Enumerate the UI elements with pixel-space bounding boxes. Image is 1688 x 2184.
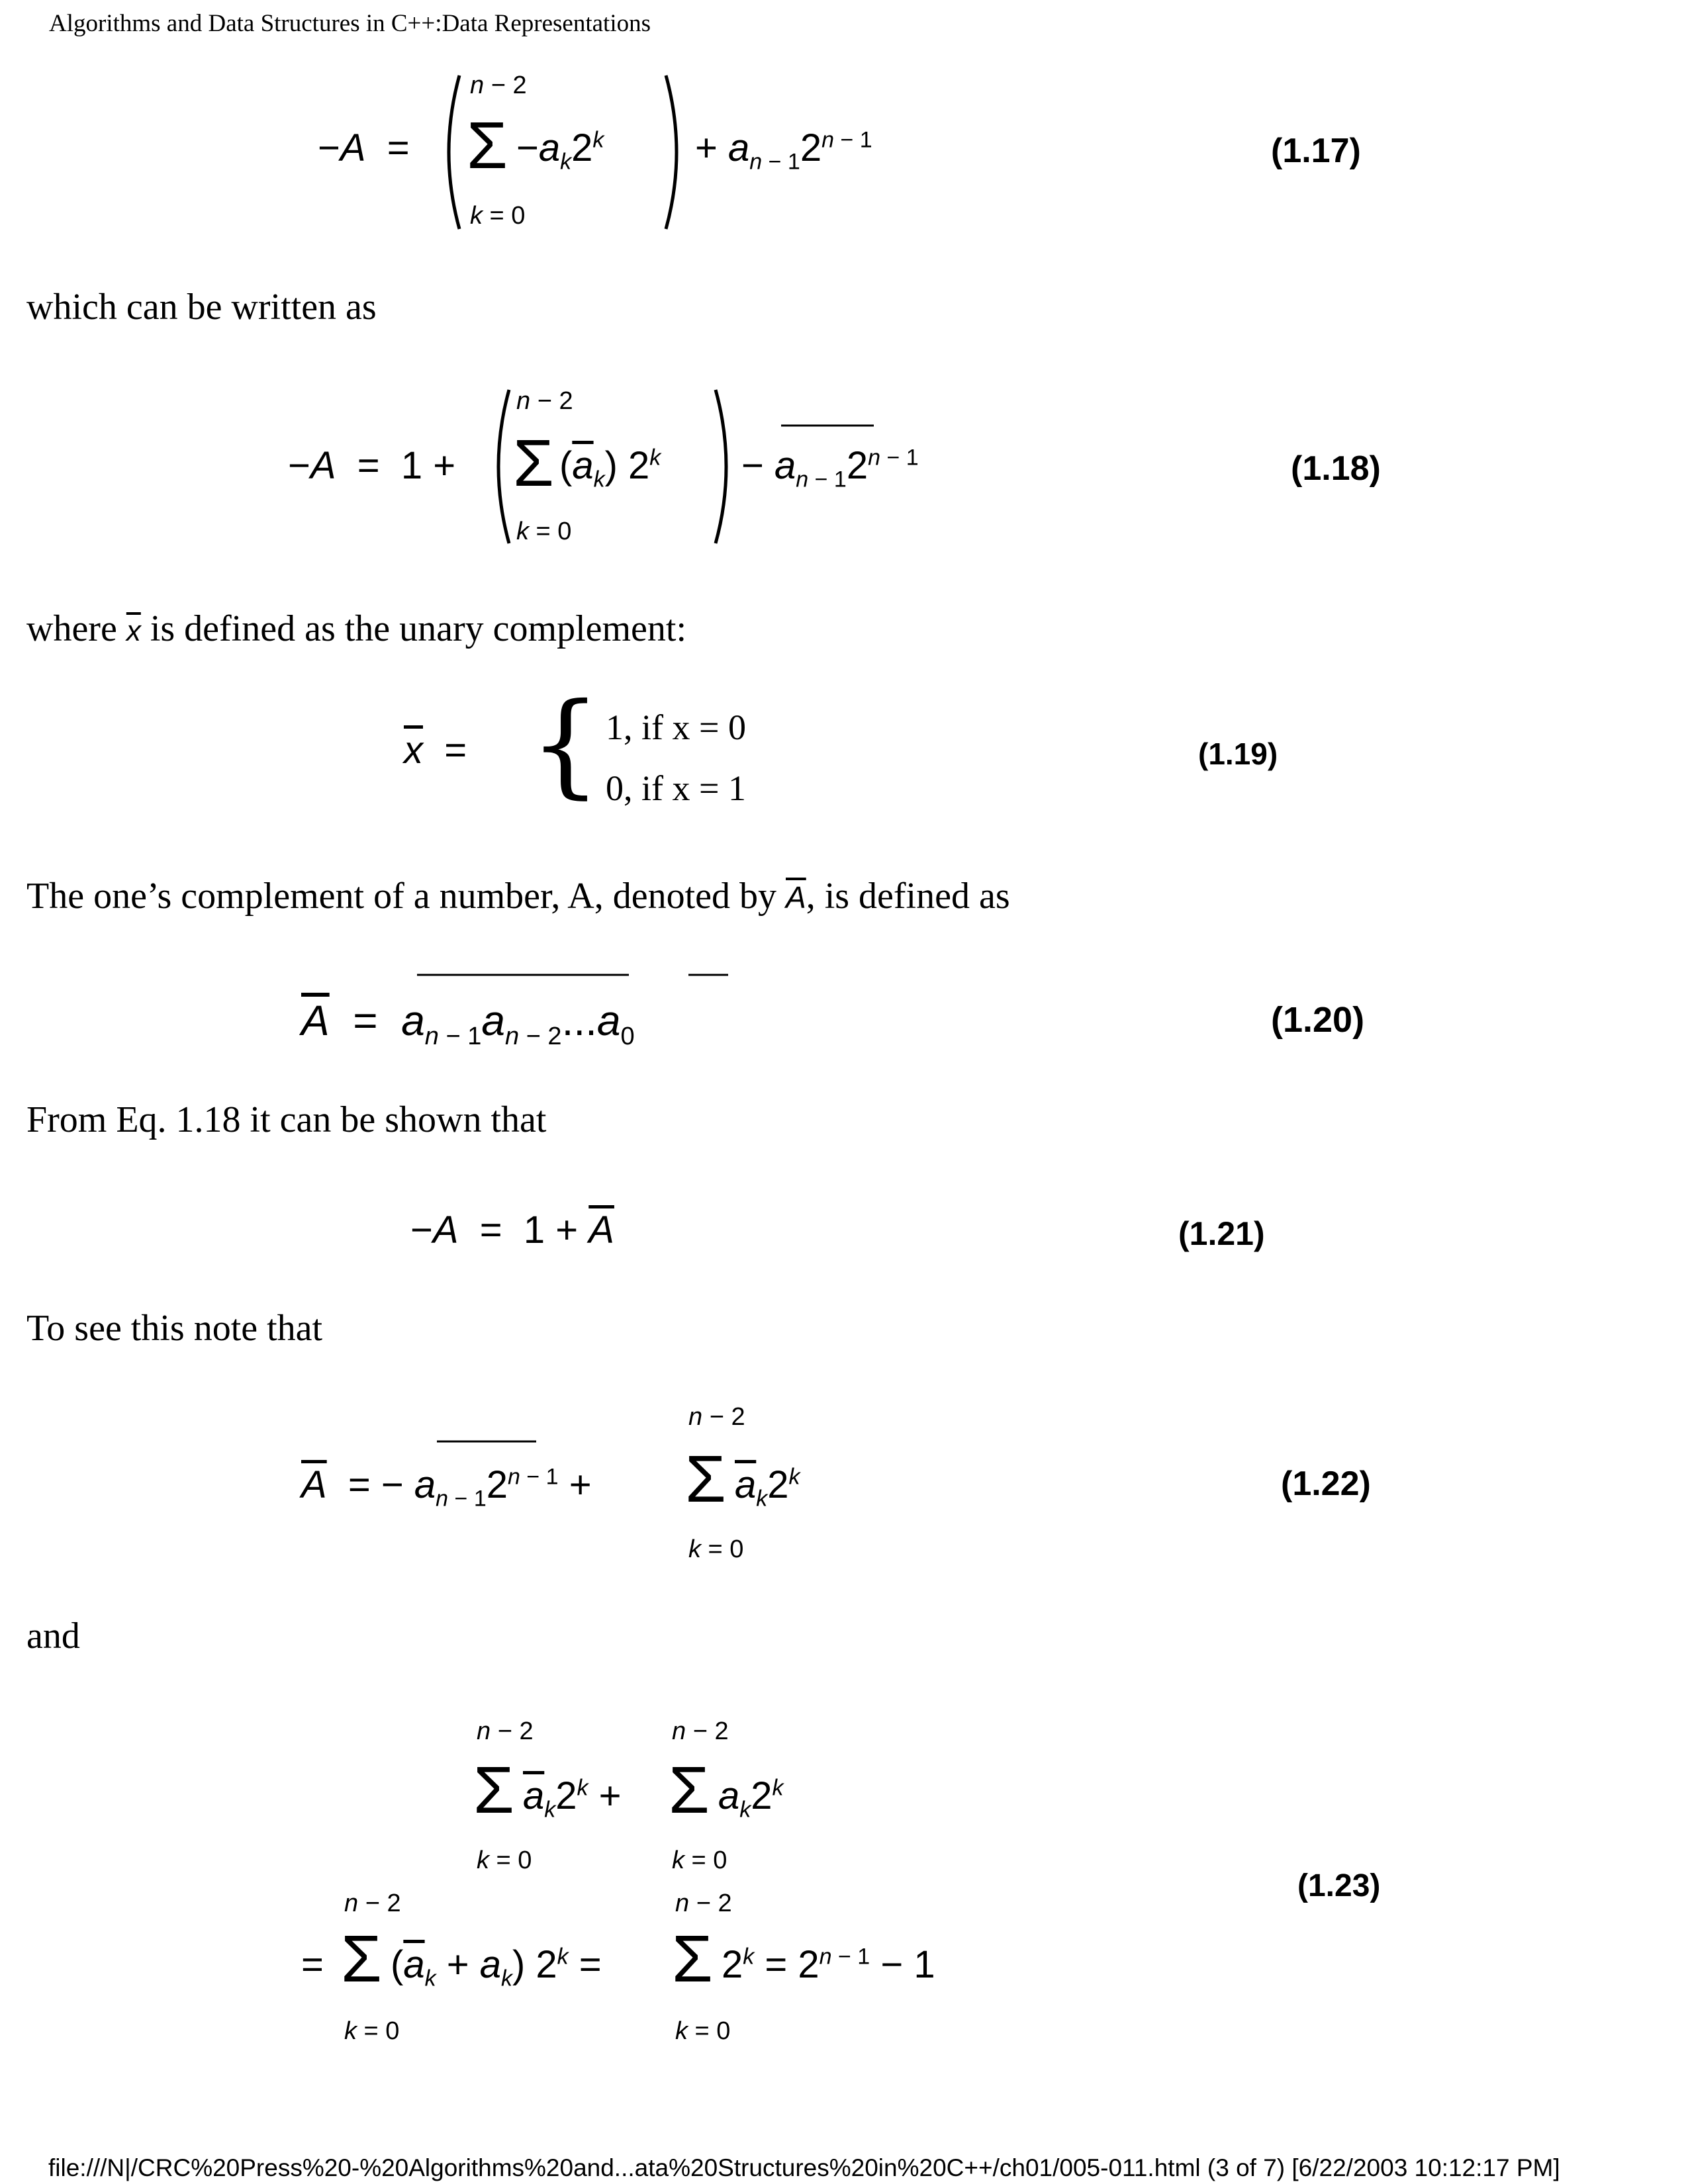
unary-complement-text: is defined as the unary complement: <box>150 608 687 649</box>
equation-number-1-18: (1.18) <box>1291 449 1381 488</box>
ones-complement-text: The one’s complement of a number, A, denoted by <box>26 876 777 917</box>
case-x-equals-1: 0, if x = 1 <box>606 768 746 808</box>
right-paren-17 <box>662 73 688 232</box>
equation-number-1-21: (1.21) <box>1178 1215 1265 1252</box>
equation-number-1-23: (1.23) <box>1297 1868 1381 1903</box>
overline-a0 <box>688 973 728 977</box>
case-x-equals-0: 1, if x = 0 <box>606 707 746 747</box>
right-paren-18 <box>712 387 738 546</box>
where-text: where <box>26 608 117 649</box>
page-header-title: Algorithms and Data Structures in C++:Data Representations <box>49 10 651 37</box>
equation-number-1-20: (1.20) <box>1271 1000 1365 1040</box>
x-bar-symbol: $\overline{x}$ <box>126 615 141 647</box>
paragraph-unary-complement <box>26 608 686 650</box>
paragraph-written-as: which can be written as <box>26 287 377 328</box>
paragraph-ones-complement <box>26 875 1010 917</box>
paragraph-to-see: To see this note that <box>26 1308 323 1349</box>
a-bar-symbol: $\overline{A}$ <box>786 880 806 915</box>
left-paren-18 <box>487 387 513 546</box>
page-footer-url: file:///N|/CRC%20Press%20-%20Algorithms%20and...ata%20Structures%20in%20C++/ch01/005-011.html (3 of 7) [6/22/2003 10:12:17 PM] <box>48 2154 1560 2181</box>
overline-digits <box>417 973 629 977</box>
paragraph-from-eq: From Eq. 1.18 it can be shown that <box>26 1099 547 1140</box>
overline-a-n-minus-1 <box>781 424 874 428</box>
equation-number-1-22: (1.22) <box>1281 1465 1371 1503</box>
overline-a-n-minus-1-22 <box>437 1439 536 1443</box>
equation-number-1-19: (1.19) <box>1198 737 1278 771</box>
left-paren-17 <box>437 73 463 232</box>
defined-as-text: , is defined as <box>806 876 1010 917</box>
equation-number-1-17: (1.17) <box>1271 132 1361 170</box>
paragraph-and: and <box>26 1615 80 1657</box>
